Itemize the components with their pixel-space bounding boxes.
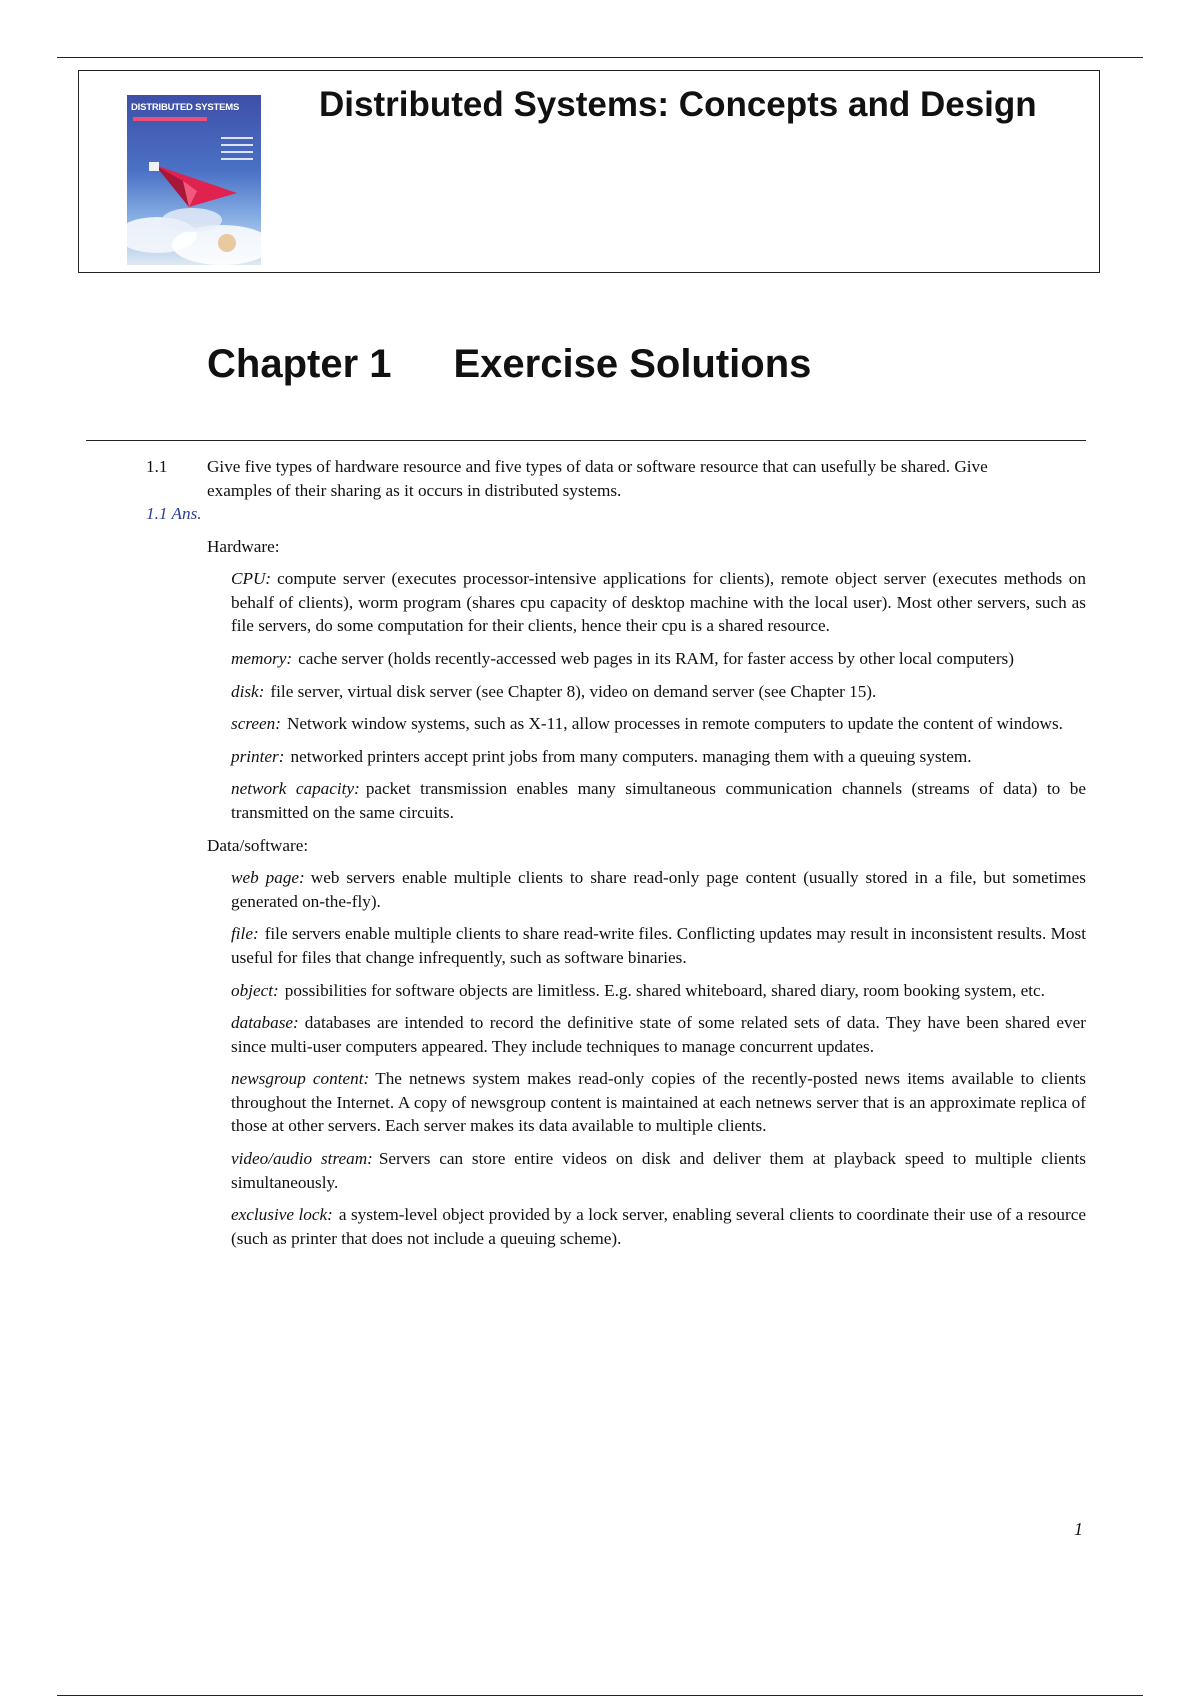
answer-item xyxy=(231,922,1086,969)
item-text: Servers can store entire videos on disk and deliver them at playback speed to multiple clients simultaneously. xyxy=(231,1149,1086,1192)
item-text: file server, virtual disk server (see Chapter 8), video on demand server (see Chapter 15). xyxy=(270,681,877,701)
item-term: file: xyxy=(231,924,259,944)
question-row xyxy=(0,455,1200,503)
item-text: a system-level object provided by a lock server, enabling several clients to coordinate their use of a resource (such as printer that does not include a queuing scheme). xyxy=(231,1205,1086,1248)
group-label-hardware: Hardware: xyxy=(207,536,280,556)
chapter-rule xyxy=(86,440,1086,441)
answer-item xyxy=(231,745,1086,769)
exercise-content xyxy=(0,455,1200,1250)
answer-item xyxy=(231,777,1086,824)
answer-item xyxy=(231,866,1086,913)
item-text: packet transmission enables many simultaneous communication channels (streams of data) to be transmitted on the same circuits. xyxy=(231,779,1086,822)
item-term: object: xyxy=(231,980,279,1000)
question-text: Give five types of hardware resource and five types of data or software resource that can usefully be shared. Give examples of their sharing as it occurs in distributed systems. xyxy=(207,457,988,500)
item-term: database: xyxy=(231,1013,299,1033)
answer-label: 1.1 Ans. xyxy=(146,504,202,523)
item-text: databases are intended to record the definitive state of some related sets of data. They have been shared ever since multi-user computers appeared. They include techniques to manage concurrent updates. xyxy=(231,1013,1086,1056)
book-title: Distributed Systems: Concepts and Design xyxy=(319,85,1037,124)
answer-item xyxy=(231,567,1086,638)
answer-item xyxy=(231,979,1086,1003)
chapter-heading xyxy=(207,342,811,387)
item-term: exclusive lock: xyxy=(231,1205,333,1225)
item-text: possibilities for software objects are limitless. E.g. shared whiteboard, shared diary, room booking system, etc. xyxy=(284,980,1045,1000)
item-term: video/audio stream: xyxy=(231,1149,373,1169)
top-rule xyxy=(57,57,1143,58)
cover-title: DISTRIBUTED SYSTEMS xyxy=(131,102,240,113)
question-number: 1.1 xyxy=(146,457,168,476)
answer-item xyxy=(231,1203,1086,1250)
page-number: 1 xyxy=(1074,1519,1083,1539)
item-text: networked printers accept print jobs from many computers. managing them with a queuing system. xyxy=(290,746,972,766)
item-term: web page: xyxy=(231,868,305,888)
item-term: printer: xyxy=(231,746,285,766)
answer-item xyxy=(231,1011,1086,1058)
item-text: web servers enable multiple clients to share read-only page content (usually stored in a file, but sometimes generated on-the-fly). xyxy=(231,868,1086,911)
chapter-title: Exercise Solutions xyxy=(453,342,812,386)
item-term: memory: xyxy=(231,648,293,668)
item-term: network capacity: xyxy=(231,779,360,799)
item-text: compute server (executes processor-intensive applications for clients), remote object server (executes methods on behalf of clients), worm program (shares cpu capacity of desktop machine with the local user). Most other servers, such as file servers, do some computation for their clients, hence their cpu is a shared resource. xyxy=(231,569,1086,636)
paper-plane-illustration xyxy=(127,95,261,265)
book-header xyxy=(78,70,1100,273)
bottom-rule xyxy=(57,1695,1143,1696)
answer-item xyxy=(231,1067,1086,1138)
item-term: disk: xyxy=(231,681,265,701)
answer-item xyxy=(231,1147,1086,1194)
answer-item xyxy=(231,680,1086,704)
item-text: file servers enable multiple clients to share read-write files. Conflicting updates may result in inconsistent results. Most useful for files that change infrequently, such as software binaries. xyxy=(231,924,1086,967)
item-term: newsgroup content: xyxy=(231,1069,370,1089)
answer-item xyxy=(231,712,1086,736)
answer-item xyxy=(231,647,1086,671)
item-term: CPU: xyxy=(231,569,272,589)
chapter-number: Chapter 1 xyxy=(207,342,392,386)
book-cover-image xyxy=(127,95,261,265)
group-label-data-software: Data/software: xyxy=(207,835,309,855)
item-text: The netnews system makes read-only copies of the recently-posted news items available to clients throughout the Internet. A copy of newsgroup content is maintained at each netnews server that is an approximate replica of those at other servers. Each server makes its data available to multiple clients. xyxy=(231,1069,1086,1136)
item-term: screen: xyxy=(231,714,281,734)
item-text: cache server (holds recently-accessed web pages in its RAM, for faster access by other local computers) xyxy=(298,648,1014,668)
item-text: Network window systems, such as X-11, allow processes in remote computers to update the content of windows. xyxy=(286,714,1063,734)
